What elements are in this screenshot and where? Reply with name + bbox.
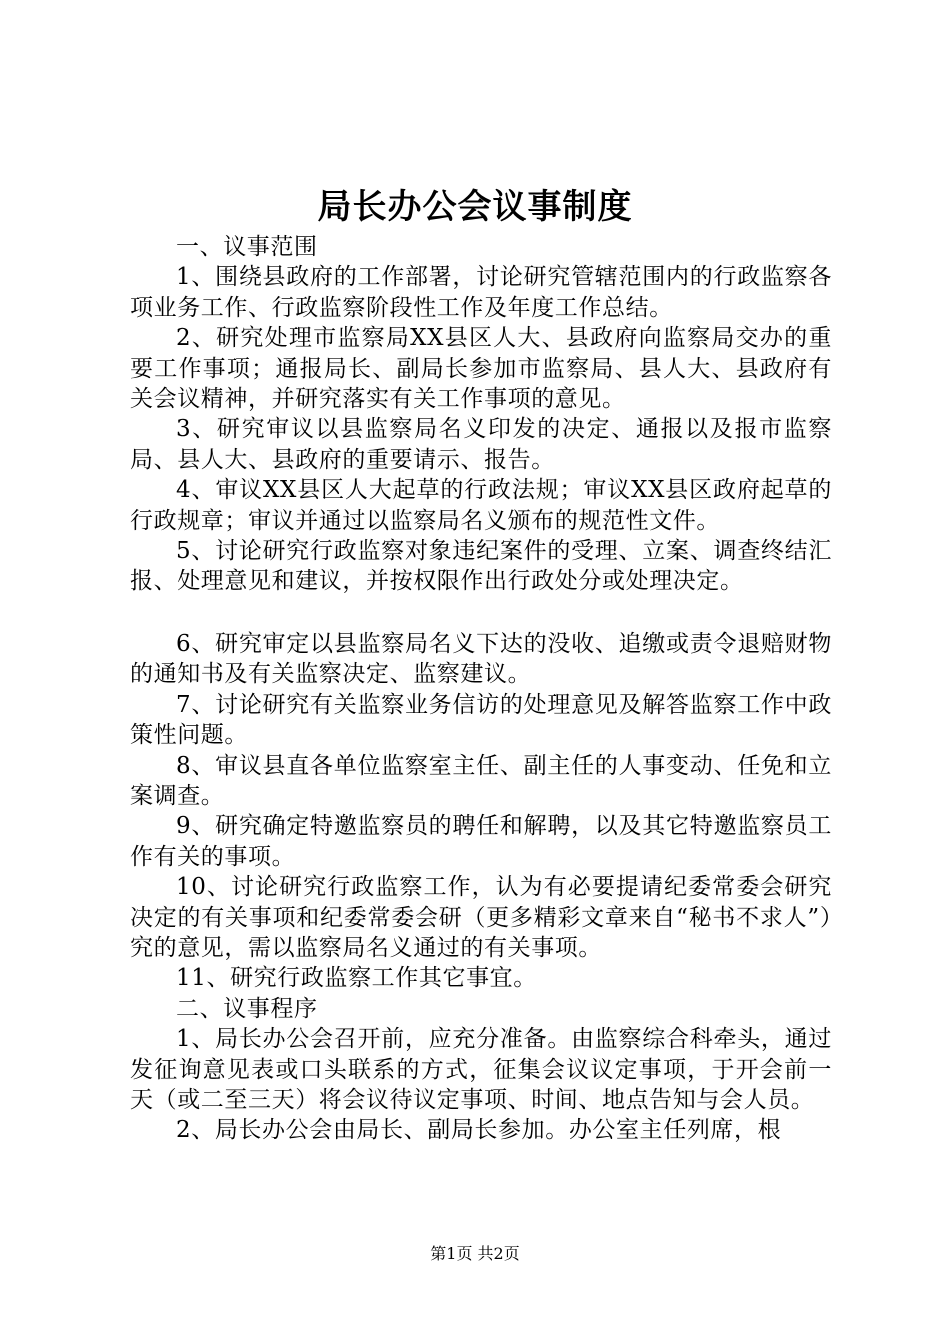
paragraph-scope-7: 7、讨论研究有关监察业务信访的处理意见及解答监察工作中政策性问题。 [130,691,832,749]
paragraph-scope-9: 9、研究确定特邀监察员的聘任和解聘，以及其它特邀监察员工作有关的事项。 [130,813,832,870]
paragraph-scope-11: 11、研究行政监察工作其它事宜。 [176,965,537,992]
paragraph-scope-6: 6、研究审定以县监察局名义下达的没收、追缴或责令退赔财物的通知书及有关监察决定、监察建议。 [130,630,832,688]
paragraph-scope-3: 3、研究审议以县监察局名义印发的决定、通报以及报市监察局、县人大、县政府的重要请示、报告。 [130,416,832,473]
section-heading-procedure: 二、议事程序 [176,995,318,1022]
paragraph-procedure-1: 1、局长办公会召开前，应充分准备。由监察综合科牵头，通过发征询意见表或口头联系的方式，征集会议议定事项，于开会前一天（或二至三天）将会议待议定事项、时间、地点告知与会人员。 [130,1026,832,1113]
paragraph-scope-8: 8、审议县直各单位监察室主任、副主任的人事变动、任免和立案调查。 [130,752,832,809]
paragraph-procedure-2: 2、局长办公会由局长、副局长参加。办公室主任列席，根 [176,1117,782,1144]
page-number-footer: 第1页 共2页 [430,1244,520,1263]
section-heading-scope: 一、议事范围 [176,234,318,260]
paragraph-scope-2: 2、研究处理市监察局XX县区人大、县政府向监察局交办的重要工作事项；通报局长、副局长参加市监察局、县人大、县政府有关会议精神，并研究落实有关工作事项的意见。 [130,325,832,413]
document-body [130,232,832,1146]
paragraph-scope-1: 1、围绕县政府的工作部署，讨论研究管辖范围内的行政监察各项业务工作、行政监察阶段性工作及年度工作总结。 [130,264,832,321]
paragraph-scope-10: 10、讨论研究行政监察工作，认为有必要提请纪委常委会研究决定的有关事项和纪委常委会研（更多精彩文章来自“秘书不求人”）究的意见，需以监察局名义通过的有关事项。 [130,874,832,961]
paragraph-scope-5: 5、讨论研究行政监察对象违纪案件的受理、立案、调查终结汇报、处理意见和建议，并按权限作出行政处分或处理决定。 [130,538,832,595]
paragraph-scope-4: 4、审议XX县区人大起草的行政法规；审议XX县区政府起草的行政规章；审议并通过以监察局名义颁布的规范性文件。 [130,477,832,534]
document-title: 局长办公会议事制度 [317,187,633,227]
